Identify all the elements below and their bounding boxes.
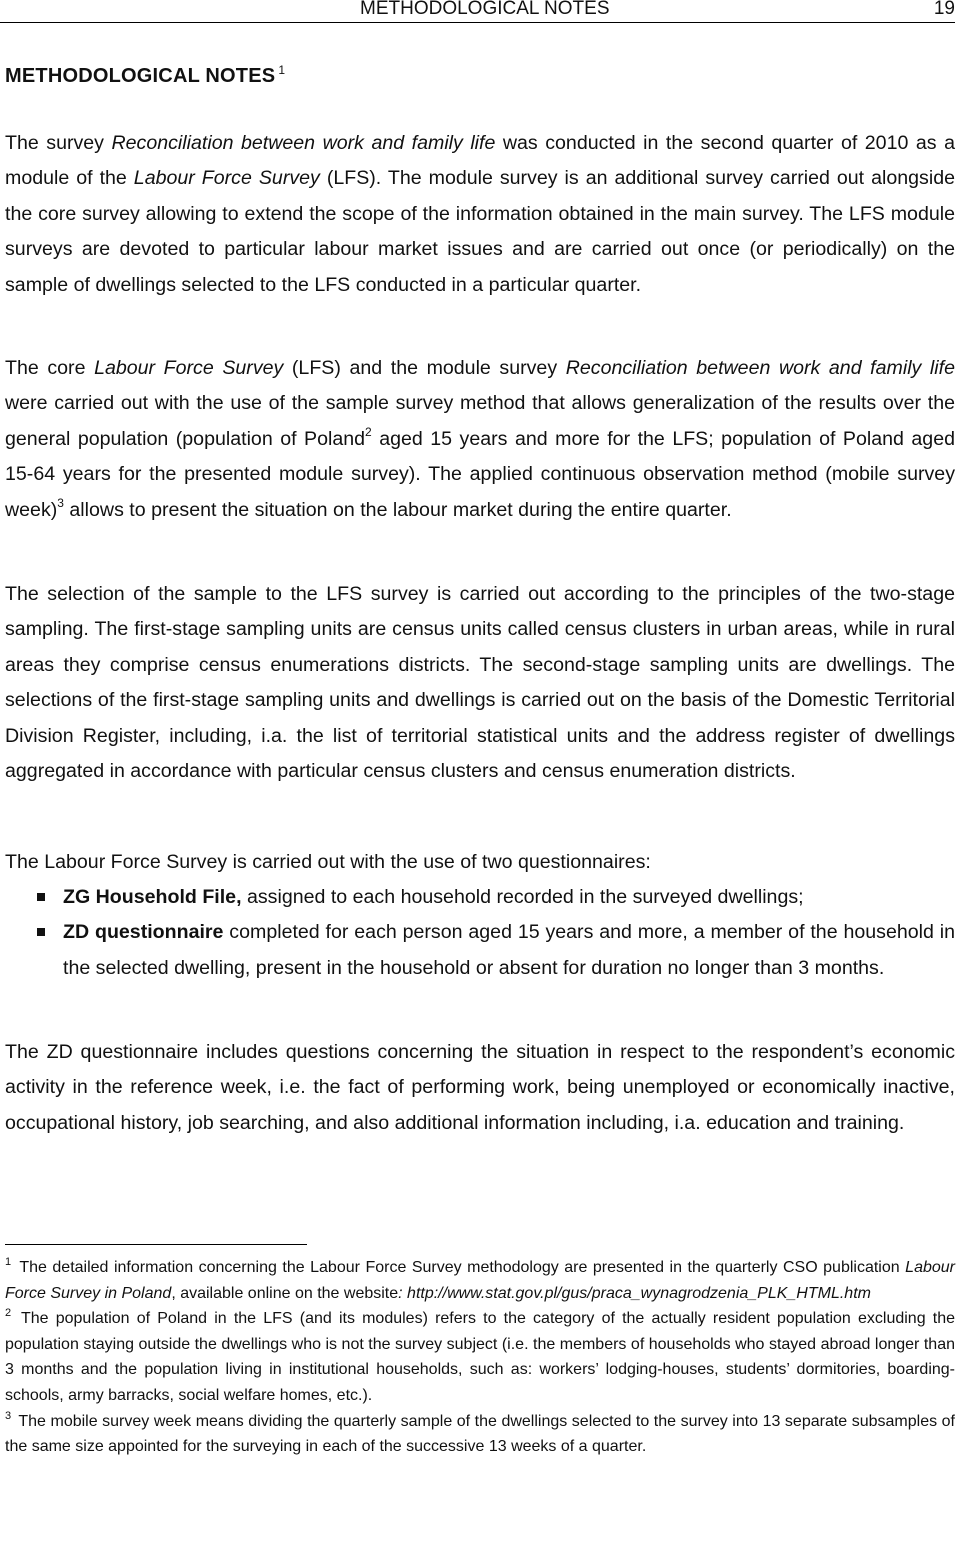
footnote-ref-2[interactable]: 2 <box>365 424 372 439</box>
footnote-2-text: The population of Poland in the LFS (and its modules) refers to the category of the actually resident population excluding the population staying outside the dwellings who is not the survey subject (i.e. the members of households who stayed abroad longer than 3 months and the population living in institutional households, such as: workers’ lodging-houses, students’ dormitories, boarding-schools, army barracks, social welfare homes, etc.). <box>5 1310 955 1404</box>
footnote-1-colon: : <box>398 1284 403 1302</box>
footnote-ref-3[interactable]: 3 <box>57 495 64 510</box>
footnote-number: 1 <box>5 1256 12 1268</box>
footnote-2 <box>5 1306 955 1408</box>
p2-text-b: (LFS) and the module survey <box>283 357 566 379</box>
footnote-divider <box>5 1244 307 1245</box>
list-item-text: assigned to each household recorded in the surveyed dwellings; <box>241 886 804 908</box>
p2-text-c: were carried out with the use of the sample survey method that allows generalization of the results over the general population (population of Poland <box>5 392 955 450</box>
list-item <box>5 880 955 915</box>
footnote-1-text-b: , available online on the website <box>171 1284 399 1302</box>
p2-lfs-title: Labour Force Survey <box>94 357 284 379</box>
p2-text-e: allows to present the situation on the labour market during the entire quarter. <box>63 498 732 521</box>
running-header <box>0 0 955 23</box>
square-bullet-icon <box>37 928 45 936</box>
footnote-1-text-a: The detailed information concerning the Labour Force Survey methodology are presented in the quarterly CSO publication <box>14 1259 906 1276</box>
p1-text-a: The survey <box>5 132 112 154</box>
page-number: 19 <box>933 0 955 19</box>
footnote-1-publication: Labour Force Survey in Poland <box>5 1259 955 1302</box>
list-item-title: ZG Household File, <box>63 886 242 908</box>
p2-text-a: The core <box>5 357 95 379</box>
footnote-3-text: The mobile survey week means dividing the quarterly sample of the dwellings selected to the survey into 13 separate subsamples of the same size appointed for the surveying in each of the successive 13 weeks of a quarter. <box>5 1412 955 1456</box>
footnote-1-url-link[interactable]: http://www.stat.gov.pl/gus/praca_wynagrodzenia_PLK_HTML.htm <box>402 1284 871 1302</box>
footnote-ref-1[interactable]: 1 <box>278 63 286 77</box>
p1-text-b: was conducted in the second quarter of 2010 as a module of the <box>5 132 955 190</box>
list-item <box>5 915 955 986</box>
questionnaire-list <box>5 880 955 986</box>
footnote-1 <box>5 1255 955 1306</box>
paragraph-questionnaires-intro: The Labour Force Survey is carried out with the use of two questionnaires: <box>5 851 651 873</box>
running-header-title: METHODOLOGICAL NOTES <box>360 0 610 19</box>
list-item-title: ZD questionnaire <box>63 921 224 944</box>
footnote-3 <box>5 1409 955 1460</box>
section-heading-text: METHODOLOGICAL NOTES <box>5 65 276 87</box>
paragraph-zd-questionnaire: The ZD questionnaire includes questions concerning the situation in respect to the respondent’s economic activity in the reference week, i.e. the fact of performing work, being unemployed or economically inactive, occupational history, job searching, and also additional information including, i.a. education and training. <box>5 1041 955 1134</box>
square-bullet-icon <box>37 893 45 901</box>
p2-survey-title: Reconciliation between work and family life <box>565 357 955 379</box>
paragraph-sample-method <box>5 351 955 528</box>
p1-text-c: (LFS). The module survey is an additional survey carried out alongside the core survey allowing to extend the scope of the information obtained in the main survey. The LFS module surveys are devoted to particular labour market issues and are carried out once (or periodically) on the sample of dwellings selected to the LFS conducted in a particular quarter. <box>5 167 955 296</box>
paragraph-sample-selection: The selection of the sample to the LFS survey is carried out according to the principles of the two-stage sampling. The first-stage sampling units are census units called census clusters in urban areas, while in rural areas they comprise census enumerations districts. The second-stage sampling units are dwellings. The selections of the first-stage sampling units and dwellings is carried out on the basis of the Domestic Territorial Division Register, including, i.a. the list of territorial statistical units and the address register of dwellings aggregated in accordance with particular census clusters and census enumeration districts. <box>5 583 955 783</box>
p2-text-d: aged 15 years and more for the LFS; population of Poland aged 15-64 years for the presented module survey). The applied continuous observation method (mobile survey week) <box>5 427 955 521</box>
footnotes <box>5 1255 955 1460</box>
footnote-number: 2 <box>5 1307 12 1320</box>
paragraph-survey-intro <box>5 126 955 303</box>
section-heading <box>5 63 285 88</box>
p1-survey-title: Reconciliation between work and family life <box>111 132 496 154</box>
p1-lfs-title: Labour Force Survey <box>133 167 320 190</box>
list-item-text: completed for each person aged 15 years and more, a member of the household in the selected dwelling, present in the household or absent for duration no longer than 3 months. <box>63 921 955 979</box>
footnote-number: 3 <box>5 1409 12 1422</box>
